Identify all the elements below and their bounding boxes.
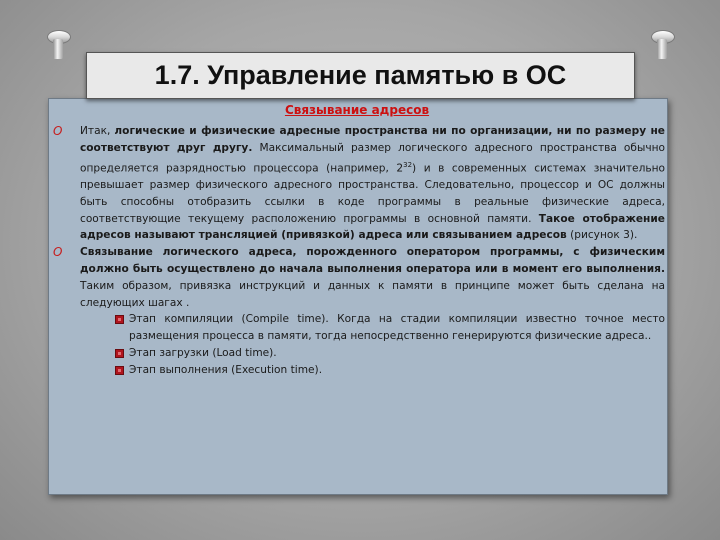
checkbox-bullet-icon	[115, 366, 124, 375]
paragraph-text: 32	[403, 160, 413, 169]
pin-left-icon	[47, 30, 69, 60]
paragraph-text: Максимальный размер логического адресного пространства обычно определяется разрядностью процессора (например, 2	[80, 141, 665, 175]
bullet-icon: O	[53, 124, 63, 138]
paragraph-text: (рисунок 3).	[566, 229, 638, 242]
stage-text: Этап компиляции (Compile time). Когда на стадии компиляции известно точное место размещения процесса в памяти, тогда непосредственно генерируются физические адреса..	[129, 313, 665, 343]
checkbox-bullet-icon	[115, 349, 124, 358]
pin-right-icon	[651, 30, 673, 60]
title-box	[86, 52, 635, 99]
emphasized-text: логические и физические адресные пространства ни по организации, ни по размеру не соответствуют друг другу.	[80, 125, 665, 154]
paragraph-text: ) и в современных системах значительно превышает размер физического адресного пространства. Следовательно, процессор и ОС должны быть способны отобразить ссылки в коде программы в реальные физические адреса, соответствующие текущему расположению программы в основной памяти.	[80, 162, 665, 225]
stages-list	[115, 311, 665, 378]
emphasized-text: Связывание логического адреса, порожденного оператором программы, с физическим должно быть осуществлено до начала выполнения оператора или в момент его выполнения.	[80, 246, 665, 275]
list-item	[115, 362, 665, 379]
slide-title: 1.7. Управление памятью в ОС	[154, 60, 567, 90]
list-item	[115, 311, 665, 345]
paragraph-text: Таким образом, привязка инструкций и данных к памяти в принципе может быть сделана на следующих шагах .	[80, 279, 665, 309]
emphasized-text: Такое отображение адресов называют трансляцией (привязкой) адреса или связыванием адресов	[80, 212, 665, 242]
slide-body	[53, 123, 665, 378]
list-item	[115, 345, 665, 362]
checkbox-bullet-icon	[115, 315, 124, 324]
paragraph-2	[53, 244, 665, 311]
stage-text: Этап загрузки (Load time).	[129, 346, 277, 359]
slide-subtitle: Связывание адресов	[284, 103, 430, 117]
stage-text: Этап выполнения (Execution time).	[129, 363, 323, 376]
paragraph-text: Итак,	[80, 125, 115, 137]
paragraph-1	[53, 123, 665, 244]
bullet-icon: O	[53, 245, 63, 260]
